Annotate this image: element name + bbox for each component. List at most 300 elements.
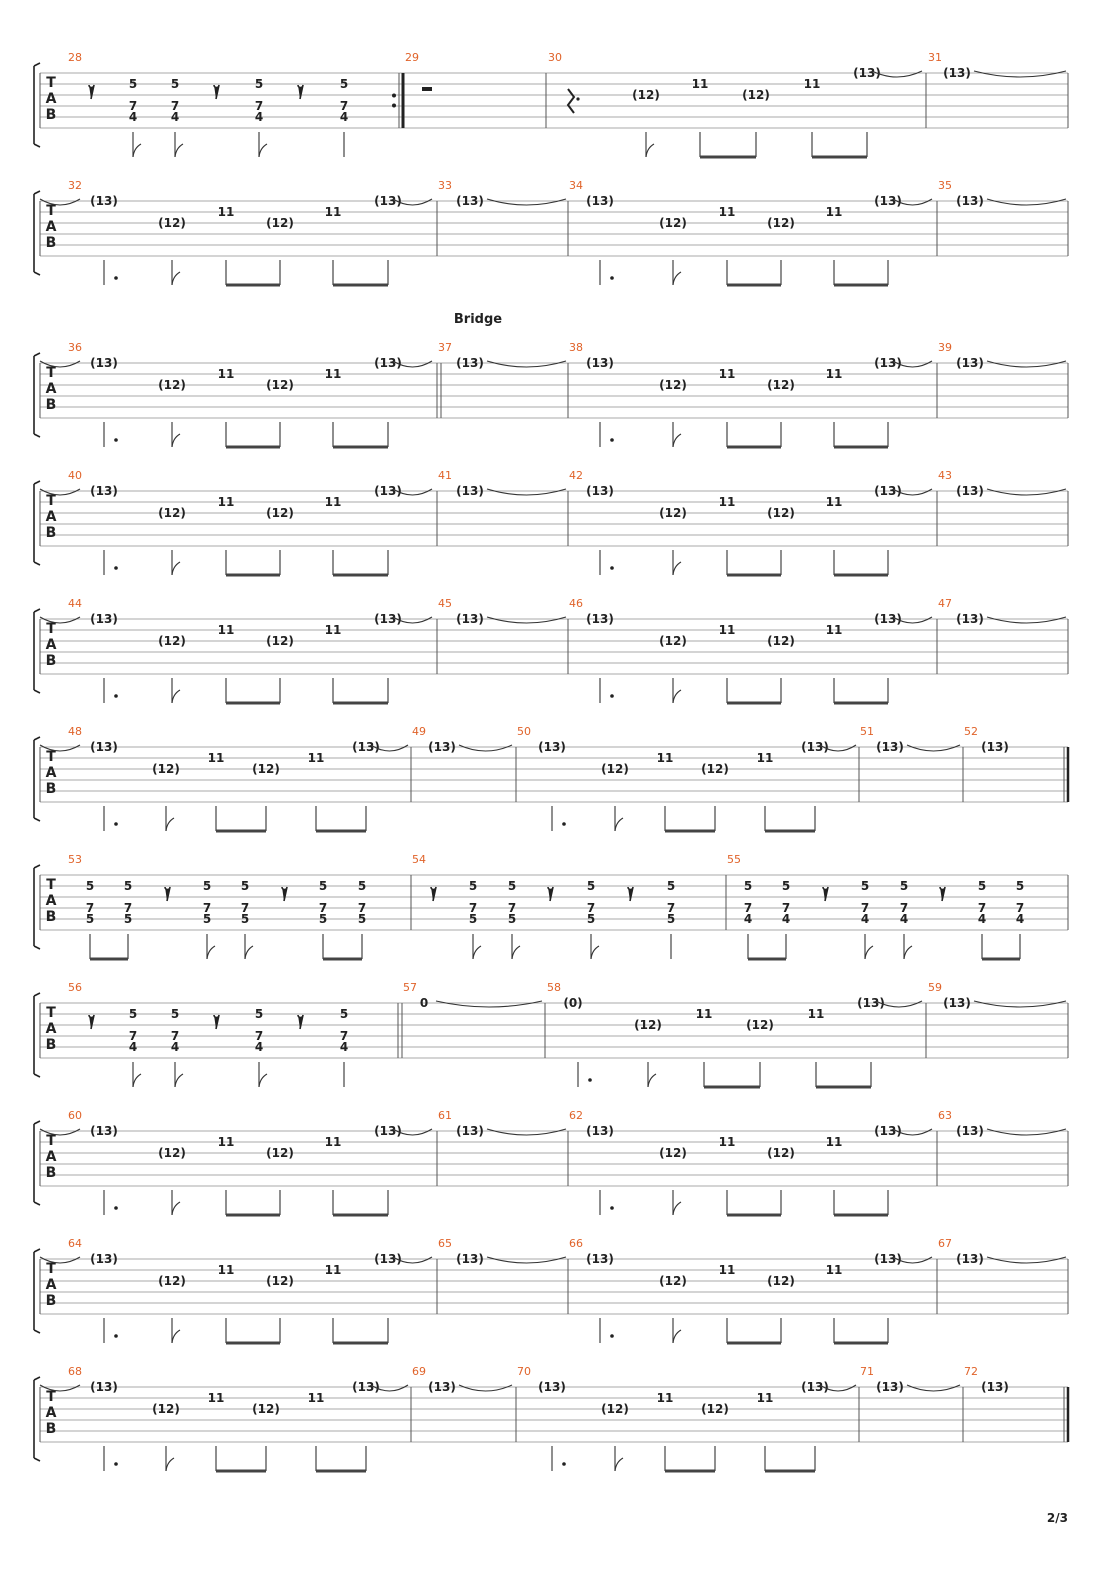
measure-number: 29 (405, 51, 419, 64)
fret-number: 11 (656, 1391, 674, 1405)
fret-number: 5 (202, 879, 212, 893)
eighth-flag (615, 1458, 623, 1471)
measure-number: 68 (68, 1365, 82, 1378)
fret-number: (13) (374, 612, 402, 626)
fret-number: (12) (266, 216, 294, 230)
tab-clef-b: B (45, 781, 57, 797)
fret-number: (0) (563, 996, 583, 1010)
eighth-flag (673, 1202, 681, 1215)
fret-number: (12) (158, 1274, 186, 1288)
fret-number: 5 (123, 879, 133, 893)
fret-number: 11 (207, 751, 225, 765)
tie (459, 1385, 512, 1391)
measure-number: 42 (569, 469, 583, 482)
measure-number: 43 (938, 469, 952, 482)
tie (436, 1001, 542, 1007)
tab-clef-b: B (45, 1421, 57, 1437)
measure-number: 66 (569, 1237, 583, 1250)
fret-number: (13) (456, 194, 484, 208)
fret-number: 11 (825, 1135, 843, 1149)
fret-number: (12) (659, 1146, 687, 1160)
eighth-flag (615, 818, 623, 831)
fret-number: (13) (956, 1252, 984, 1266)
fret-number: 5 (170, 1007, 180, 1021)
fret-number: (13) (90, 356, 118, 370)
tab-clef-a: A (45, 765, 57, 781)
tie (487, 361, 566, 367)
eighth-flag (259, 1074, 267, 1087)
measure-number: 40 (68, 469, 82, 482)
fret-number: 7 (128, 1029, 138, 1043)
fret-number: 7 (170, 1029, 180, 1043)
measure-number: 37 (438, 341, 452, 354)
fret-number: 5 (507, 912, 517, 926)
eighth-flag (473, 946, 481, 959)
fret-number: (13) (538, 1380, 566, 1394)
eighth-rest (214, 85, 219, 99)
tab-clef-b: B (45, 107, 57, 123)
tab-clef-b: B (45, 653, 57, 669)
fret-number: 0 (419, 996, 429, 1010)
fret-number: 5 (781, 879, 791, 893)
fret-number: 11 (807, 1007, 825, 1021)
tab-clef-t: T (46, 1389, 56, 1405)
fret-number: 5 (899, 879, 909, 893)
tab-clef-b: B (45, 1165, 57, 1181)
dot (114, 438, 118, 442)
eighth-flag (172, 272, 180, 285)
fret-number: (12) (266, 1146, 294, 1160)
fret-number: 11 (803, 77, 821, 91)
fret-number: (12) (767, 506, 795, 520)
fret-number: (12) (252, 1402, 280, 1416)
measure-number: 57 (403, 981, 417, 994)
fret-number: (13) (874, 1252, 902, 1266)
dot (114, 822, 118, 826)
fret-number: (12) (252, 762, 280, 776)
eighth-rest (431, 887, 436, 901)
fret-number: (13) (956, 612, 984, 626)
tie (487, 489, 566, 495)
fret-number: 5 (1015, 879, 1025, 893)
tab-clef-a: A (45, 1149, 57, 1165)
measure-number: 72 (964, 1365, 978, 1378)
fret-number: (13) (874, 484, 902, 498)
fret-number: (12) (659, 216, 687, 230)
fret-number: (13) (374, 1124, 402, 1138)
fret-number: (13) (90, 194, 118, 208)
measure-number: 69 (412, 1365, 426, 1378)
eighth-rest (165, 887, 170, 901)
system-bracket (34, 737, 40, 821)
fret-number: (13) (456, 484, 484, 498)
fret-number: 5 (85, 912, 95, 926)
fret-number: 4 (128, 1040, 138, 1054)
measure-number: 35 (938, 179, 952, 192)
tab-clef-a: A (45, 893, 57, 909)
fret-number: (13) (874, 1124, 902, 1138)
fret-number: 11 (324, 367, 342, 381)
measure-number: 70 (517, 1365, 531, 1378)
page-number: 2/3 (1046, 1511, 1068, 1525)
measure-number: 56 (68, 981, 82, 994)
system-bracket (34, 609, 40, 693)
fret-number: (13) (374, 194, 402, 208)
fret-number: (13) (352, 1380, 380, 1394)
measure-number: 52 (964, 725, 978, 738)
fret-number: 11 (695, 1007, 713, 1021)
dot (114, 694, 118, 698)
fret-number: (13) (90, 484, 118, 498)
fret-number: 5 (123, 912, 133, 926)
fret-number: 11 (825, 495, 843, 509)
fret-number: 4 (339, 110, 349, 124)
eighth-flag (172, 1202, 180, 1215)
tie (487, 199, 566, 205)
fret-number: 4 (170, 1040, 180, 1054)
fret-number: (13) (874, 612, 902, 626)
measure-number: 36 (68, 341, 82, 354)
eighth-flag (172, 1330, 180, 1343)
measure-number: 59 (928, 981, 942, 994)
measure-number: 47 (938, 597, 952, 610)
fret-number: 11 (718, 1135, 736, 1149)
eighth-flag (133, 1074, 141, 1087)
fret-number: (12) (158, 378, 186, 392)
fret-number: 7 (468, 901, 478, 915)
fret-number: 5 (468, 879, 478, 893)
eighth-flag (673, 1330, 681, 1343)
fret-number: (12) (266, 1274, 294, 1288)
eighth-flag (166, 818, 174, 831)
fret-number: 5 (977, 879, 987, 893)
fret-number: 5 (339, 77, 349, 91)
measure-number: 32 (68, 179, 82, 192)
fret-number: 7 (357, 901, 367, 915)
tab-clef-a: A (45, 381, 57, 397)
dot (588, 1078, 592, 1082)
repeat-dot (392, 94, 396, 98)
fret-number: 4 (781, 912, 791, 926)
dot (576, 97, 579, 100)
fret-number: (12) (659, 634, 687, 648)
fret-number: 7 (128, 99, 138, 113)
tab-clef-b: B (45, 397, 57, 413)
fret-number: 4 (339, 1040, 349, 1054)
fret-number: (13) (876, 740, 904, 754)
fret-number: (12) (746, 1018, 774, 1032)
eighth-flag (673, 562, 681, 575)
eighth-rest (282, 887, 287, 901)
fret-number: (12) (158, 216, 186, 230)
fret-number: (13) (874, 356, 902, 370)
fret-number: 7 (318, 901, 328, 915)
dot (562, 1462, 566, 1466)
measure-number: 34 (569, 179, 583, 192)
fret-number: 11 (825, 1263, 843, 1277)
fret-number: 4 (254, 110, 264, 124)
fret-number: 7 (254, 99, 264, 113)
tie (487, 1129, 566, 1135)
fret-number: (13) (90, 1380, 118, 1394)
tab-clef-t: T (46, 1261, 56, 1277)
eighth-flag (172, 690, 180, 703)
eighth-flag (166, 1458, 174, 1471)
fret-number: (12) (634, 1018, 662, 1032)
measure-number: 38 (569, 341, 583, 354)
system-bracket (34, 1249, 40, 1333)
tab-clef-a: A (45, 1405, 57, 1421)
tab-clef-b: B (45, 525, 57, 541)
fret-number: 7 (254, 1029, 264, 1043)
tab-clef-a: A (45, 509, 57, 525)
fret-number: (12) (601, 1402, 629, 1416)
fret-number: 7 (85, 901, 95, 915)
fret-number: 11 (217, 1263, 235, 1277)
eighth-flag (673, 434, 681, 447)
fret-number: 11 (217, 205, 235, 219)
fret-number: 5 (468, 912, 478, 926)
measure-number: 41 (438, 469, 452, 482)
fret-number: (13) (874, 194, 902, 208)
fret-number: 7 (339, 99, 349, 113)
system-bracket (34, 865, 40, 949)
measure-number: 55 (727, 853, 741, 866)
fret-number: (13) (538, 740, 566, 754)
fret-number: (12) (266, 506, 294, 520)
fret-number: (12) (601, 762, 629, 776)
fret-number: 4 (254, 1040, 264, 1054)
fret-number: (13) (956, 1124, 984, 1138)
fret-number: 7 (666, 901, 676, 915)
repeat-dot (392, 104, 396, 108)
fret-number: (13) (586, 356, 614, 370)
tab-clef-a: A (45, 1277, 57, 1293)
fret-number: 11 (718, 367, 736, 381)
fret-number: (13) (981, 740, 1009, 754)
fret-number: 11 (324, 1135, 342, 1149)
tab-clef-t: T (46, 749, 56, 765)
fret-number: (13) (90, 1252, 118, 1266)
measure-number: 71 (860, 1365, 874, 1378)
tab-clef-t: T (46, 365, 56, 381)
eighth-flag (591, 946, 599, 959)
measure-number: 39 (938, 341, 952, 354)
fret-number: 5 (128, 1007, 138, 1021)
fret-number: 4 (743, 912, 753, 926)
fret-number: 11 (718, 495, 736, 509)
fret-number: (12) (266, 634, 294, 648)
tie (459, 745, 512, 751)
tab-clef-a: A (45, 637, 57, 653)
eighth-rest (214, 1015, 219, 1029)
tie (974, 71, 1066, 77)
fret-number: (12) (701, 762, 729, 776)
tab-clef-t: T (46, 1005, 56, 1021)
fret-number: (13) (943, 996, 971, 1010)
fret-number: 5 (318, 912, 328, 926)
measure-number: 54 (412, 853, 426, 866)
fret-number: (13) (857, 996, 885, 1010)
fret-number: 7 (899, 901, 909, 915)
tie (987, 489, 1066, 495)
eighth-rest (548, 887, 553, 901)
tie (907, 745, 960, 751)
fret-number: 7 (977, 901, 987, 915)
fret-number: (12) (767, 1146, 795, 1160)
fret-number: 7 (507, 901, 517, 915)
fret-number: 11 (825, 205, 843, 219)
fret-number: (12) (266, 378, 294, 392)
dot (114, 566, 118, 570)
fret-number: (13) (981, 1380, 1009, 1394)
fret-number: (12) (152, 762, 180, 776)
eighth-rest (628, 887, 633, 901)
fret-number: (13) (456, 612, 484, 626)
whole-rest (422, 87, 432, 91)
tie (487, 1257, 566, 1263)
fret-number: (12) (767, 378, 795, 392)
dot (610, 694, 614, 698)
fret-number: 11 (656, 751, 674, 765)
fret-number: 7 (123, 901, 133, 915)
fret-number: (13) (801, 740, 829, 754)
measure-number: 48 (68, 725, 82, 738)
tie (987, 1129, 1066, 1135)
eighth-flag (259, 144, 267, 157)
eighth-rest (89, 85, 94, 99)
fret-number: 11 (324, 495, 342, 509)
fret-number: 4 (128, 110, 138, 124)
fret-number: (13) (956, 356, 984, 370)
tab-clef-t: T (46, 621, 56, 637)
fret-number: (13) (956, 484, 984, 498)
fret-number: (13) (374, 1252, 402, 1266)
tab-clef-b: B (45, 909, 57, 925)
fret-number: (12) (767, 634, 795, 648)
fret-number: (12) (152, 1402, 180, 1416)
system-bracket (34, 1121, 40, 1205)
fret-number: 5 (240, 912, 250, 926)
system-bracket (34, 993, 40, 1077)
dot (114, 1334, 118, 1338)
fret-number: 11 (217, 367, 235, 381)
eighth-flag (172, 434, 180, 447)
tie (987, 617, 1066, 623)
fret-number: (13) (956, 194, 984, 208)
eighth-flag (175, 1074, 183, 1087)
fret-number: 7 (240, 901, 250, 915)
fret-number: 11 (718, 1263, 736, 1277)
tie (907, 1385, 960, 1391)
section-label-bridge: Bridge (453, 312, 503, 327)
tie (974, 1001, 1066, 1007)
system-bracket (34, 353, 40, 437)
fret-number: 5 (357, 912, 367, 926)
measure-number: 67 (938, 1237, 952, 1250)
eighth-flag (207, 946, 215, 959)
eighth-flag (904, 946, 912, 959)
eighth-rest (298, 1015, 303, 1029)
measure-number: 44 (68, 597, 82, 610)
eighth-flag (673, 690, 681, 703)
fret-number: (12) (632, 88, 660, 102)
fret-number: 11 (324, 1263, 342, 1277)
fret-number: 5 (85, 879, 95, 893)
dot (610, 276, 614, 280)
tab-clef-t: T (46, 493, 56, 509)
dot (610, 438, 614, 442)
measure-number: 46 (569, 597, 583, 610)
fret-number: 5 (240, 879, 250, 893)
eighth-flag (673, 272, 681, 285)
fret-number: 5 (339, 1007, 349, 1021)
fret-number: (13) (374, 484, 402, 498)
fret-number: 5 (860, 879, 870, 893)
tab-clef-t: T (46, 75, 56, 91)
tab-clef-t: T (46, 1133, 56, 1149)
dot (114, 1206, 118, 1210)
measure-number: 30 (548, 51, 562, 64)
fret-number: (12) (767, 216, 795, 230)
fret-number: 11 (217, 623, 235, 637)
fret-number: 11 (825, 367, 843, 381)
tie (987, 1257, 1066, 1263)
measure-number: 49 (412, 725, 426, 738)
measure-number: 45 (438, 597, 452, 610)
eighth-flag (175, 144, 183, 157)
eighth-flag (512, 946, 520, 959)
tab-clef-t: T (46, 877, 56, 893)
eighth-flag (133, 144, 141, 157)
fret-number: 4 (860, 912, 870, 926)
fret-number: (13) (90, 612, 118, 626)
fret-number: (13) (352, 740, 380, 754)
dot (114, 276, 118, 280)
quarter-rest (568, 89, 574, 113)
fret-number: 5 (743, 879, 753, 893)
fret-number: (12) (767, 1274, 795, 1288)
fret-number: 5 (318, 879, 328, 893)
tab-clef-a: A (45, 1021, 57, 1037)
tab-clef-t: T (46, 203, 56, 219)
fret-number: (13) (853, 66, 881, 80)
fret-number: 7 (860, 901, 870, 915)
tie (987, 361, 1066, 367)
tie (487, 617, 566, 623)
eighth-flag (245, 946, 253, 959)
fret-number: (12) (158, 634, 186, 648)
fret-number: 11 (691, 77, 709, 91)
eighth-rest (940, 887, 945, 901)
measure-number: 63 (938, 1109, 952, 1122)
fret-number: (13) (943, 66, 971, 80)
measure-number: 60 (68, 1109, 82, 1122)
eighth-flag (865, 946, 873, 959)
fret-number: 11 (324, 205, 342, 219)
fret-number: (13) (586, 612, 614, 626)
fret-number: 11 (756, 1391, 774, 1405)
eighth-rest (823, 887, 828, 901)
fret-number: (12) (742, 88, 770, 102)
fret-number: (13) (801, 1380, 829, 1394)
eighth-rest (298, 85, 303, 99)
fret-number: 7 (743, 901, 753, 915)
fret-number: (13) (456, 1124, 484, 1138)
fret-number: 11 (324, 623, 342, 637)
fret-number: 5 (128, 77, 138, 91)
dot (562, 822, 566, 826)
